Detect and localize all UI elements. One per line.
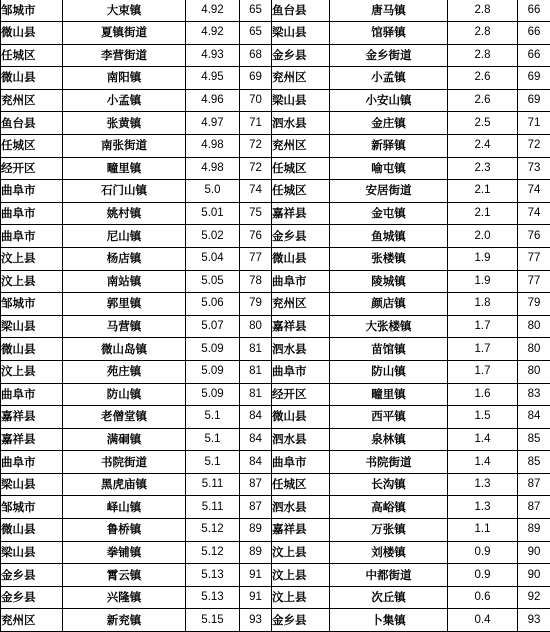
right-county-cell: 汶上县 bbox=[272, 564, 330, 587]
right-county-cell: 经开区 bbox=[272, 383, 330, 406]
right-town-cell: 苗馆镇 bbox=[330, 338, 448, 361]
left-value-cell: 4.92 bbox=[186, 22, 240, 45]
table-body bbox=[1, 0, 550, 632]
table-row bbox=[1, 383, 550, 406]
table-row bbox=[1, 202, 550, 225]
right-rank-cell: 74 bbox=[518, 202, 550, 225]
right-rank-cell: 69 bbox=[518, 89, 550, 112]
left-town-cell: 夏镇街道 bbox=[63, 22, 186, 45]
right-county-cell: 泗水县 bbox=[272, 338, 330, 361]
table-row bbox=[1, 586, 550, 609]
left-rank-cell: 65 bbox=[240, 22, 272, 45]
right-county-cell: 曲阜市 bbox=[272, 360, 330, 383]
right-town-cell: 颜店镇 bbox=[330, 293, 448, 316]
table-row bbox=[1, 225, 550, 248]
right-value-cell: 0.9 bbox=[448, 541, 518, 564]
right-town-cell: 长沟镇 bbox=[330, 473, 448, 496]
right-value-cell: 2.8 bbox=[448, 0, 518, 22]
left-county-cell: 汶上县 bbox=[1, 360, 63, 383]
right-town-cell: 小安山镇 bbox=[330, 89, 448, 112]
right-county-cell: 鱼台县 bbox=[272, 0, 330, 22]
right-town-cell: 馆驿镇 bbox=[330, 22, 448, 45]
left-value-cell: 4.92 bbox=[186, 0, 240, 22]
left-county-cell: 曲阜市 bbox=[1, 225, 63, 248]
left-rank-cell: 72 bbox=[240, 134, 272, 157]
table-row bbox=[1, 451, 550, 474]
left-town-cell: 尼山镇 bbox=[63, 225, 186, 248]
table-row bbox=[1, 541, 550, 564]
left-county-cell: 梁山县 bbox=[1, 541, 63, 564]
left-town-cell: 防山镇 bbox=[63, 383, 186, 406]
left-value-cell: 5.11 bbox=[186, 473, 240, 496]
table-row bbox=[1, 112, 550, 135]
right-county-cell: 兖州区 bbox=[272, 293, 330, 316]
right-county-cell: 嘉祥县 bbox=[272, 202, 330, 225]
right-value-cell: 2.8 bbox=[448, 44, 518, 67]
left-county-cell: 微山县 bbox=[1, 67, 63, 90]
right-town-cell: 陵城镇 bbox=[330, 270, 448, 293]
left-town-cell: 苑庄镇 bbox=[63, 360, 186, 383]
left-value-cell: 4.98 bbox=[186, 134, 240, 157]
left-value-cell: 5.11 bbox=[186, 496, 240, 519]
left-value-cell: 5.09 bbox=[186, 338, 240, 361]
left-county-cell: 曲阜市 bbox=[1, 383, 63, 406]
left-rank-cell: 77 bbox=[240, 247, 272, 270]
left-town-cell: 峄山镇 bbox=[63, 496, 186, 519]
right-rank-cell: 80 bbox=[518, 338, 550, 361]
right-town-cell: 喻屯镇 bbox=[330, 157, 448, 180]
table-row bbox=[1, 519, 550, 542]
left-town-cell: 小孟镇 bbox=[63, 89, 186, 112]
table-row bbox=[1, 564, 550, 587]
left-value-cell: 4.96 bbox=[186, 89, 240, 112]
table-row bbox=[1, 67, 550, 90]
table-row bbox=[1, 89, 550, 112]
left-town-cell: 石门山镇 bbox=[63, 180, 186, 203]
left-county-cell: 任城区 bbox=[1, 134, 63, 157]
right-county-cell: 微山县 bbox=[272, 247, 330, 270]
left-value-cell: 5.07 bbox=[186, 315, 240, 338]
left-town-cell: 杨店镇 bbox=[63, 247, 186, 270]
right-town-cell: 新驿镇 bbox=[330, 134, 448, 157]
right-rank-cell: 87 bbox=[518, 496, 550, 519]
table-row bbox=[1, 315, 550, 338]
right-town-cell: 小孟镇 bbox=[330, 67, 448, 90]
right-value-cell: 2.8 bbox=[448, 22, 518, 45]
left-value-cell: 5.13 bbox=[186, 564, 240, 587]
right-town-cell: 张楼镇 bbox=[330, 247, 448, 270]
left-town-cell: 姚村镇 bbox=[63, 202, 186, 225]
right-rank-cell: 69 bbox=[518, 67, 550, 90]
right-rank-cell: 79 bbox=[518, 293, 550, 316]
left-rank-cell: 91 bbox=[240, 564, 272, 587]
left-value-cell: 5.09 bbox=[186, 360, 240, 383]
left-value-cell: 5.0 bbox=[186, 180, 240, 203]
left-rank-cell: 69 bbox=[240, 67, 272, 90]
right-value-cell: 2.4 bbox=[448, 134, 518, 157]
left-value-cell: 5.1 bbox=[186, 428, 240, 451]
right-rank-cell: 80 bbox=[518, 315, 550, 338]
left-town-cell: 南阳镇 bbox=[63, 67, 186, 90]
right-county-cell: 嘉祥县 bbox=[272, 315, 330, 338]
table-row bbox=[1, 609, 550, 632]
right-rank-cell: 77 bbox=[518, 270, 550, 293]
left-town-cell: 新兖镇 bbox=[63, 609, 186, 632]
left-rank-cell: 84 bbox=[240, 406, 272, 429]
left-value-cell: 5.15 bbox=[186, 609, 240, 632]
left-rank-cell: 72 bbox=[240, 157, 272, 180]
left-town-cell: 鲁桥镇 bbox=[63, 519, 186, 542]
right-value-cell: 1.7 bbox=[448, 315, 518, 338]
table-row bbox=[1, 360, 550, 383]
left-rank-cell: 76 bbox=[240, 225, 272, 248]
right-value-cell: 1.4 bbox=[448, 451, 518, 474]
right-town-cell: 金乡街道 bbox=[330, 44, 448, 67]
table-row bbox=[1, 180, 550, 203]
left-rank-cell: 80 bbox=[240, 315, 272, 338]
right-value-cell: 1.9 bbox=[448, 247, 518, 270]
left-value-cell: 5.01 bbox=[186, 202, 240, 225]
right-value-cell: 0.4 bbox=[448, 609, 518, 632]
left-county-cell: 邹城市 bbox=[1, 0, 63, 22]
left-county-cell: 微山县 bbox=[1, 22, 63, 45]
left-county-cell: 金乡县 bbox=[1, 586, 63, 609]
right-value-cell: 1.9 bbox=[448, 270, 518, 293]
left-value-cell: 5.05 bbox=[186, 270, 240, 293]
left-town-cell: 兴隆镇 bbox=[63, 586, 186, 609]
right-county-cell: 曲阜市 bbox=[272, 270, 330, 293]
right-town-cell: 次丘镇 bbox=[330, 586, 448, 609]
right-town-cell: 金庄镇 bbox=[330, 112, 448, 135]
right-county-cell: 任城区 bbox=[272, 180, 330, 203]
right-county-cell: 梁山县 bbox=[272, 89, 330, 112]
left-rank-cell: 81 bbox=[240, 360, 272, 383]
right-town-cell: 万张镇 bbox=[330, 519, 448, 542]
right-town-cell: 唐马镇 bbox=[330, 0, 448, 22]
left-rank-cell: 87 bbox=[240, 473, 272, 496]
left-county-cell: 梁山县 bbox=[1, 315, 63, 338]
left-value-cell: 5.1 bbox=[186, 406, 240, 429]
right-county-cell: 金乡县 bbox=[272, 609, 330, 632]
table-row bbox=[1, 428, 550, 451]
left-value-cell: 5.12 bbox=[186, 519, 240, 542]
table-row bbox=[1, 293, 550, 316]
right-rank-cell: 90 bbox=[518, 564, 550, 587]
left-county-cell: 任城区 bbox=[1, 44, 63, 67]
right-county-cell: 微山县 bbox=[272, 406, 330, 429]
table-row bbox=[1, 44, 550, 67]
left-rank-cell: 89 bbox=[240, 519, 272, 542]
right-town-cell: 泉林镇 bbox=[330, 428, 448, 451]
right-value-cell: 1.3 bbox=[448, 496, 518, 519]
table-row bbox=[1, 496, 550, 519]
right-county-cell: 任城区 bbox=[272, 473, 330, 496]
left-value-cell: 5.02 bbox=[186, 225, 240, 248]
right-value-cell: 1.6 bbox=[448, 383, 518, 406]
left-rank-cell: 87 bbox=[240, 496, 272, 519]
left-town-cell: 黑虎庙镇 bbox=[63, 473, 186, 496]
table-row bbox=[1, 406, 550, 429]
left-value-cell: 5.12 bbox=[186, 541, 240, 564]
left-county-cell: 梁山县 bbox=[1, 473, 63, 496]
right-value-cell: 0.9 bbox=[448, 564, 518, 587]
left-rank-cell: 70 bbox=[240, 89, 272, 112]
right-county-cell: 兖州区 bbox=[272, 67, 330, 90]
right-rank-cell: 85 bbox=[518, 451, 550, 474]
right-rank-cell: 84 bbox=[518, 406, 550, 429]
right-county-cell: 嘉祥县 bbox=[272, 519, 330, 542]
left-town-cell: 霄云镇 bbox=[63, 564, 186, 587]
left-rank-cell: 65 bbox=[240, 0, 272, 22]
left-county-cell: 汶上县 bbox=[1, 247, 63, 270]
right-rank-cell: 89 bbox=[518, 519, 550, 542]
left-value-cell: 4.95 bbox=[186, 67, 240, 90]
left-rank-cell: 84 bbox=[240, 451, 272, 474]
right-town-cell: 卜集镇 bbox=[330, 609, 448, 632]
right-value-cell: 0.6 bbox=[448, 586, 518, 609]
left-county-cell: 曲阜市 bbox=[1, 451, 63, 474]
left-town-cell: 微山岛镇 bbox=[63, 338, 186, 361]
table-row bbox=[1, 22, 550, 45]
table-row bbox=[1, 338, 550, 361]
table-row bbox=[1, 473, 550, 496]
left-rank-cell: 89 bbox=[240, 541, 272, 564]
left-county-cell: 微山县 bbox=[1, 338, 63, 361]
left-town-cell: 郭里镇 bbox=[63, 293, 186, 316]
left-rank-cell: 71 bbox=[240, 112, 272, 135]
right-rank-cell: 66 bbox=[518, 0, 550, 22]
right-rank-cell: 83 bbox=[518, 383, 550, 406]
left-value-cell: 4.93 bbox=[186, 44, 240, 67]
right-rank-cell: 90 bbox=[518, 541, 550, 564]
left-county-cell: 鱼台县 bbox=[1, 112, 63, 135]
right-rank-cell: 80 bbox=[518, 360, 550, 383]
left-rank-cell: 78 bbox=[240, 270, 272, 293]
left-county-cell: 曲阜市 bbox=[1, 202, 63, 225]
right-town-cell: 金屯镇 bbox=[330, 202, 448, 225]
right-rank-cell: 71 bbox=[518, 112, 550, 135]
left-town-cell: 大束镇 bbox=[63, 0, 186, 22]
right-value-cell: 1.1 bbox=[448, 519, 518, 542]
left-value-cell: 5.06 bbox=[186, 293, 240, 316]
right-value-cell: 2.5 bbox=[448, 112, 518, 135]
right-rank-cell: 74 bbox=[518, 180, 550, 203]
left-county-cell: 兖州区 bbox=[1, 609, 63, 632]
left-county-cell: 嘉祥县 bbox=[1, 406, 63, 429]
left-value-cell: 5.09 bbox=[186, 383, 240, 406]
left-county-cell: 邹城市 bbox=[1, 293, 63, 316]
right-county-cell: 任城区 bbox=[272, 157, 330, 180]
right-value-cell: 2.6 bbox=[448, 67, 518, 90]
left-rank-cell: 84 bbox=[240, 428, 272, 451]
right-county-cell: 汶上县 bbox=[272, 586, 330, 609]
left-value-cell: 4.98 bbox=[186, 157, 240, 180]
right-value-cell: 1.7 bbox=[448, 338, 518, 361]
right-county-cell: 泗水县 bbox=[272, 496, 330, 519]
left-county-cell: 嘉祥县 bbox=[1, 428, 63, 451]
left-value-cell: 5.1 bbox=[186, 451, 240, 474]
table-row bbox=[1, 270, 550, 293]
right-rank-cell: 92 bbox=[518, 586, 550, 609]
right-town-cell: 鱼城镇 bbox=[330, 225, 448, 248]
right-county-cell: 金乡县 bbox=[272, 225, 330, 248]
right-value-cell: 2.1 bbox=[448, 180, 518, 203]
left-town-cell: 南站镇 bbox=[63, 270, 186, 293]
left-county-cell: 兖州区 bbox=[1, 89, 63, 112]
right-town-cell: 书院街道 bbox=[330, 451, 448, 474]
right-town-cell: 高峪镇 bbox=[330, 496, 448, 519]
right-county-cell: 曲阜市 bbox=[272, 451, 330, 474]
right-rank-cell: 85 bbox=[518, 428, 550, 451]
left-town-cell: 拳铺镇 bbox=[63, 541, 186, 564]
left-county-cell: 微山县 bbox=[1, 519, 63, 542]
left-value-cell: 4.97 bbox=[186, 112, 240, 135]
left-town-cell: 满硐镇 bbox=[63, 428, 186, 451]
right-rank-cell: 76 bbox=[518, 225, 550, 248]
table-row bbox=[1, 157, 550, 180]
left-rank-cell: 79 bbox=[240, 293, 272, 316]
right-county-cell: 金乡县 bbox=[272, 44, 330, 67]
right-rank-cell: 93 bbox=[518, 609, 550, 632]
right-value-cell: 2.6 bbox=[448, 89, 518, 112]
left-town-cell: 书院街道 bbox=[63, 451, 186, 474]
right-town-cell: 中都街道 bbox=[330, 564, 448, 587]
left-value-cell: 5.04 bbox=[186, 247, 240, 270]
right-county-cell: 兖州区 bbox=[272, 134, 330, 157]
right-county-cell: 汶上县 bbox=[272, 541, 330, 564]
right-county-cell: 梁山县 bbox=[272, 22, 330, 45]
left-rank-cell: 93 bbox=[240, 609, 272, 632]
left-rank-cell: 91 bbox=[240, 586, 272, 609]
left-value-cell: 5.13 bbox=[186, 586, 240, 609]
right-rank-cell: 66 bbox=[518, 22, 550, 45]
left-town-cell: 老僧堂镇 bbox=[63, 406, 186, 429]
left-county-cell: 金乡县 bbox=[1, 564, 63, 587]
right-town-cell: 大张楼镇 bbox=[330, 315, 448, 338]
right-rank-cell: 72 bbox=[518, 134, 550, 157]
left-county-cell: 经开区 bbox=[1, 157, 63, 180]
left-rank-cell: 81 bbox=[240, 383, 272, 406]
right-rank-cell: 87 bbox=[518, 473, 550, 496]
table-row bbox=[1, 247, 550, 270]
right-town-cell: 安居街道 bbox=[330, 180, 448, 203]
right-rank-cell: 66 bbox=[518, 44, 550, 67]
left-county-cell: 曲阜市 bbox=[1, 180, 63, 203]
left-county-cell: 邹城市 bbox=[1, 496, 63, 519]
right-county-cell: 泗水县 bbox=[272, 112, 330, 135]
right-rank-cell: 73 bbox=[518, 157, 550, 180]
left-rank-cell: 75 bbox=[240, 202, 272, 225]
right-value-cell: 1.5 bbox=[448, 406, 518, 429]
left-town-cell: 马营镇 bbox=[63, 315, 186, 338]
left-town-cell: 李营街道 bbox=[63, 44, 186, 67]
right-value-cell: 2.1 bbox=[448, 202, 518, 225]
left-rank-cell: 68 bbox=[240, 44, 272, 67]
right-value-cell: 2.0 bbox=[448, 225, 518, 248]
right-value-cell: 1.4 bbox=[448, 428, 518, 451]
right-rank-cell: 77 bbox=[518, 247, 550, 270]
right-town-cell: 刘楼镇 bbox=[330, 541, 448, 564]
right-town-cell: 疃里镇 bbox=[330, 383, 448, 406]
table-row bbox=[1, 0, 550, 22]
right-town-cell: 西平镇 bbox=[330, 406, 448, 429]
left-town-cell: 疃里镇 bbox=[63, 157, 186, 180]
table-row bbox=[1, 134, 550, 157]
left-county-cell: 汶上县 bbox=[1, 270, 63, 293]
right-county-cell: 泗水县 bbox=[272, 428, 330, 451]
right-value-cell: 1.7 bbox=[448, 360, 518, 383]
left-town-cell: 南张街道 bbox=[63, 134, 186, 157]
right-town-cell: 防山镇 bbox=[330, 360, 448, 383]
right-value-cell: 2.3 bbox=[448, 157, 518, 180]
right-value-cell: 1.3 bbox=[448, 473, 518, 496]
left-town-cell: 张黄镇 bbox=[63, 112, 186, 135]
left-rank-cell: 74 bbox=[240, 180, 272, 203]
left-rank-cell: 81 bbox=[240, 338, 272, 361]
right-value-cell: 1.8 bbox=[448, 293, 518, 316]
